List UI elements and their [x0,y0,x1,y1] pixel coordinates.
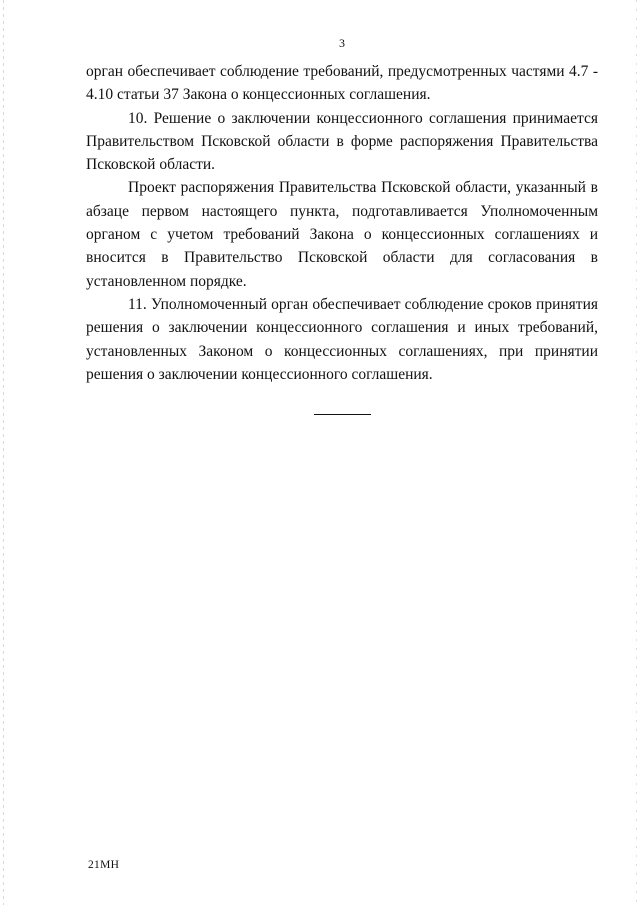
paragraph-item-10: 10. Решение о заключении концессионного соглашения принимается Правительством Псковской области в форме распоряжения Правительства Псковской области. [86,109,598,174]
page-number: 3 [339,36,345,50]
document-body [86,60,598,386]
paragraph-continuation: орган обеспечивает соблюдение требований, предусмотренных частями 4.7 - 4.10 статьи 37 Закона о концессионных соглашения. [86,63,598,104]
paragraph-item-11: 11. Уполномоченный орган обеспечивает соблюдение сроков принятия решения о заключении концессионного соглашения и иных требований, установленных Законом о концессионных соглашениях, при принятии решения о заключении концессионного соглашения. [86,295,598,383]
footer-document-code: 21МН [88,859,120,871]
scan-edge-left [3,0,4,905]
end-of-text-divider [314,414,371,415]
paragraph-draft-order: Проект распоряжения Правительства Псковской области, указанный в абзаце первом настоящего пункта, подготавливается Уполномоченным органом с учетом требований Закона о концессионных соглашениях и вносится в Правительство Псковской области для согласования в установленном порядке. [86,179,598,290]
scan-edge-right [636,0,637,905]
